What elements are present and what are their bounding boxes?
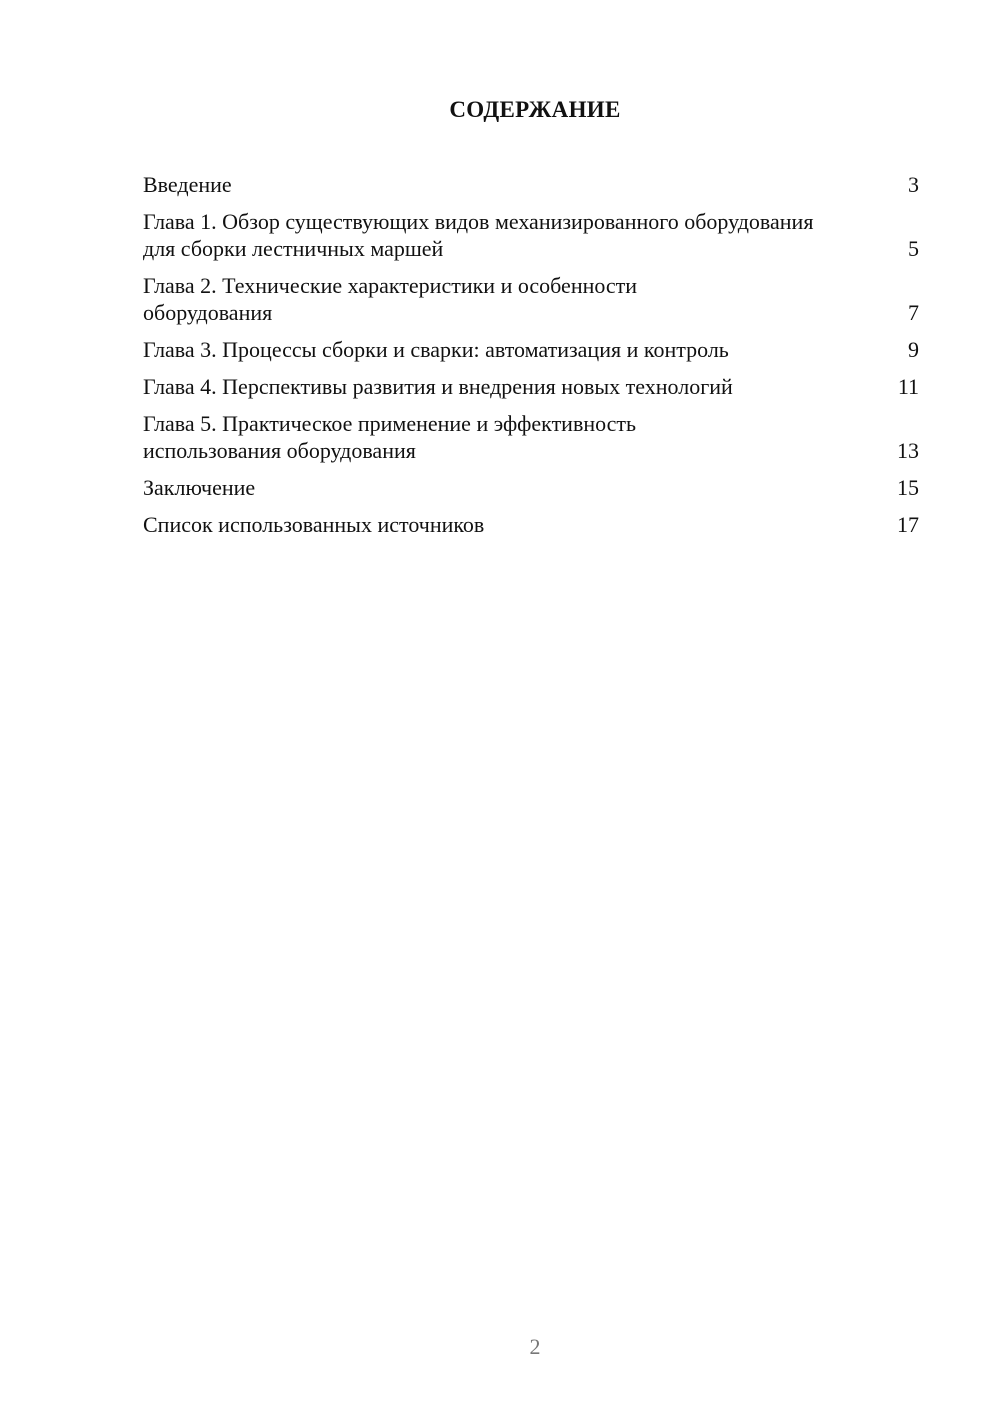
- toc-entry-chapter-2: [143, 272, 919, 326]
- toc-entry-chapter-1: [143, 208, 919, 262]
- toc-entry-text: Заключение: [143, 475, 256, 500]
- toc-entry-text: Глава 2. Технические характеристики и особенности оборудования: [143, 273, 638, 325]
- toc-entry-text: Глава 5. Практическое применение и эффективность использования оборудования: [143, 411, 637, 463]
- toc-entry-page: 13: [897, 438, 919, 463]
- toc-entry-page: 3: [908, 172, 919, 197]
- toc-entry-text: Список использованных источников: [143, 512, 485, 537]
- toc-entry-page: 11: [897, 374, 919, 399]
- toc-entry-page: 17: [897, 512, 919, 537]
- toc-entry-text: Глава 1. Обзор существующих видов механизированного оборудования для сборки лестничных маршей: [143, 209, 814, 261]
- toc-entry-text: Глава 3. Процессы сборки и сварки: автоматизация и контроль: [143, 337, 729, 362]
- toc-entry-page: 5: [908, 236, 919, 261]
- toc-entry-conclusion: [143, 474, 919, 501]
- toc-entry-text: Глава 4. Перспективы развития и внедрения новых технологий: [143, 374, 733, 399]
- table-of-contents: [143, 171, 919, 548]
- toc-entry-introduction: [143, 171, 919, 198]
- toc-entry-page: 7: [908, 300, 919, 325]
- toc-entry-chapter-5: [143, 410, 919, 464]
- toc-entry-page: 15: [897, 475, 919, 500]
- toc-entry-page: 9: [908, 337, 919, 362]
- toc-entry-chapter-4: [143, 373, 919, 400]
- toc-entry-references: [143, 511, 919, 538]
- page-title: СОДЕРЖАНИЕ: [449, 97, 621, 122]
- toc-entry-text: Введение: [143, 172, 232, 197]
- page-number: 2: [529, 1334, 541, 1359]
- toc-entry-chapter-3: [143, 336, 919, 363]
